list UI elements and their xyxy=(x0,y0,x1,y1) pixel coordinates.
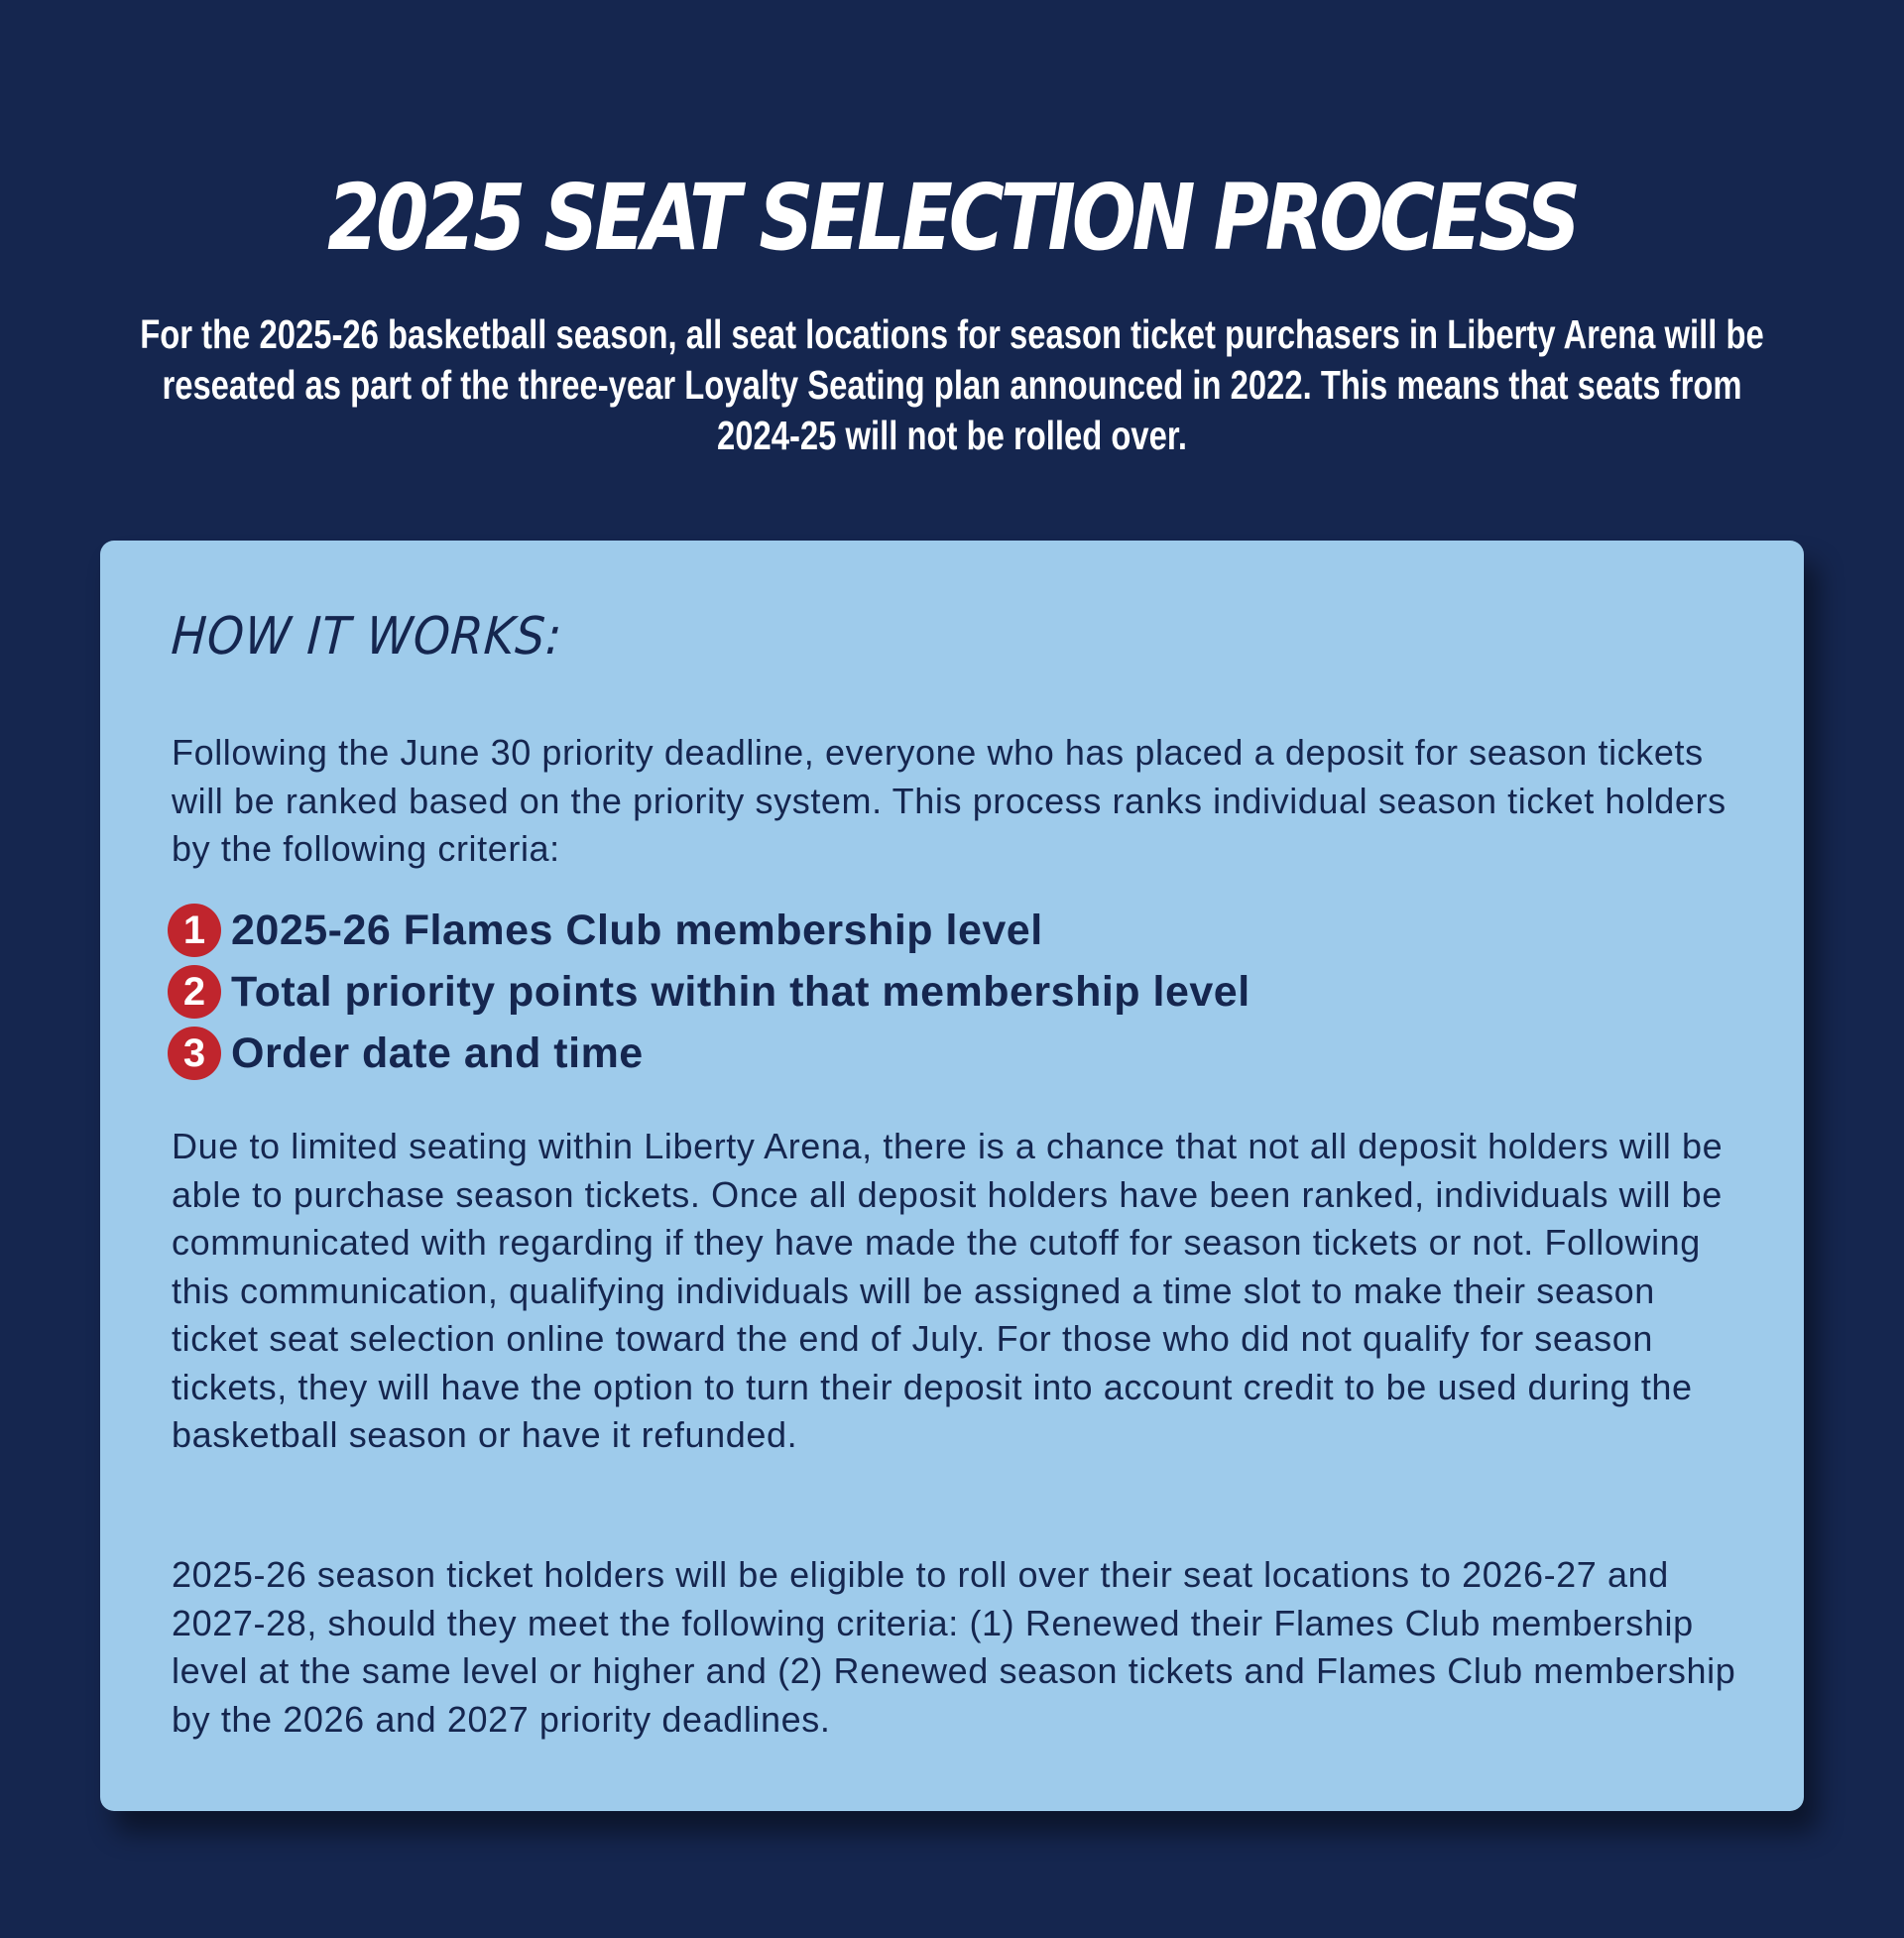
criteria-item xyxy=(168,900,1250,961)
how-it-works-heading: HOW IT WORKS: xyxy=(170,607,564,666)
limited-seating-paragraph: Due to limited seating within Liberty Arena, there is a chance that not all deposit holders will be able to purchase season tickets. Once all deposit holders have been ranked, individuals will be communicated with regarding if they have made the cutoff for season tickets or not. Following this communication, qualifying individuals will be assigned a time slot to make their season ticket seat selection online toward the end of July. For those who did not qualify for season tickets, they will have the option to turn their deposit into account credit to be used during the basketball season or have it refunded. xyxy=(172,1126,1724,1455)
number-badge: 1 xyxy=(168,904,221,957)
criteria-item xyxy=(168,961,1250,1023)
page-title: 2025 SEAT SELECTION PROCESS xyxy=(327,165,1577,271)
criteria-text: Order date and time xyxy=(231,1029,644,1077)
criteria-item xyxy=(168,1023,1250,1084)
criteria-list xyxy=(168,900,1250,1084)
rollover-paragraph: 2025-26 season ticket holders will be eligible to roll over their seat locations to 2026-27 and 2027-28, should they meet the following criteria: (1) Renewed their Flames Club membership level at the same level or higher and (2) Renewed season tickets and Flames Club membership by the 2026 and 2027 priority deadlines. xyxy=(172,1554,1736,1740)
ranking-intro-paragraph: Following the June 30 priority deadline, everyone who has placed a deposit for season tickets will be ranked based on the priority system. This process ranks individual season ticket holders by the following criteria: xyxy=(172,732,1726,869)
intro-text-content: For the 2025-26 basketball season, all seat locations for season ticket purchasers in Liberty Arena will be reseated as part of the three-year Loyalty Seating plan announced in 2022. This means that seats from 2024-25 will not be rolled over. xyxy=(140,311,1764,458)
criteria-text: Total priority points within that membership level xyxy=(231,967,1250,1016)
number-badge: 2 xyxy=(168,965,221,1019)
how-it-works-panel xyxy=(100,541,1804,1811)
criteria-text: 2025-26 Flames Club membership level xyxy=(231,906,1043,954)
number-badge: 3 xyxy=(168,1027,221,1080)
intro-text xyxy=(139,309,1765,461)
